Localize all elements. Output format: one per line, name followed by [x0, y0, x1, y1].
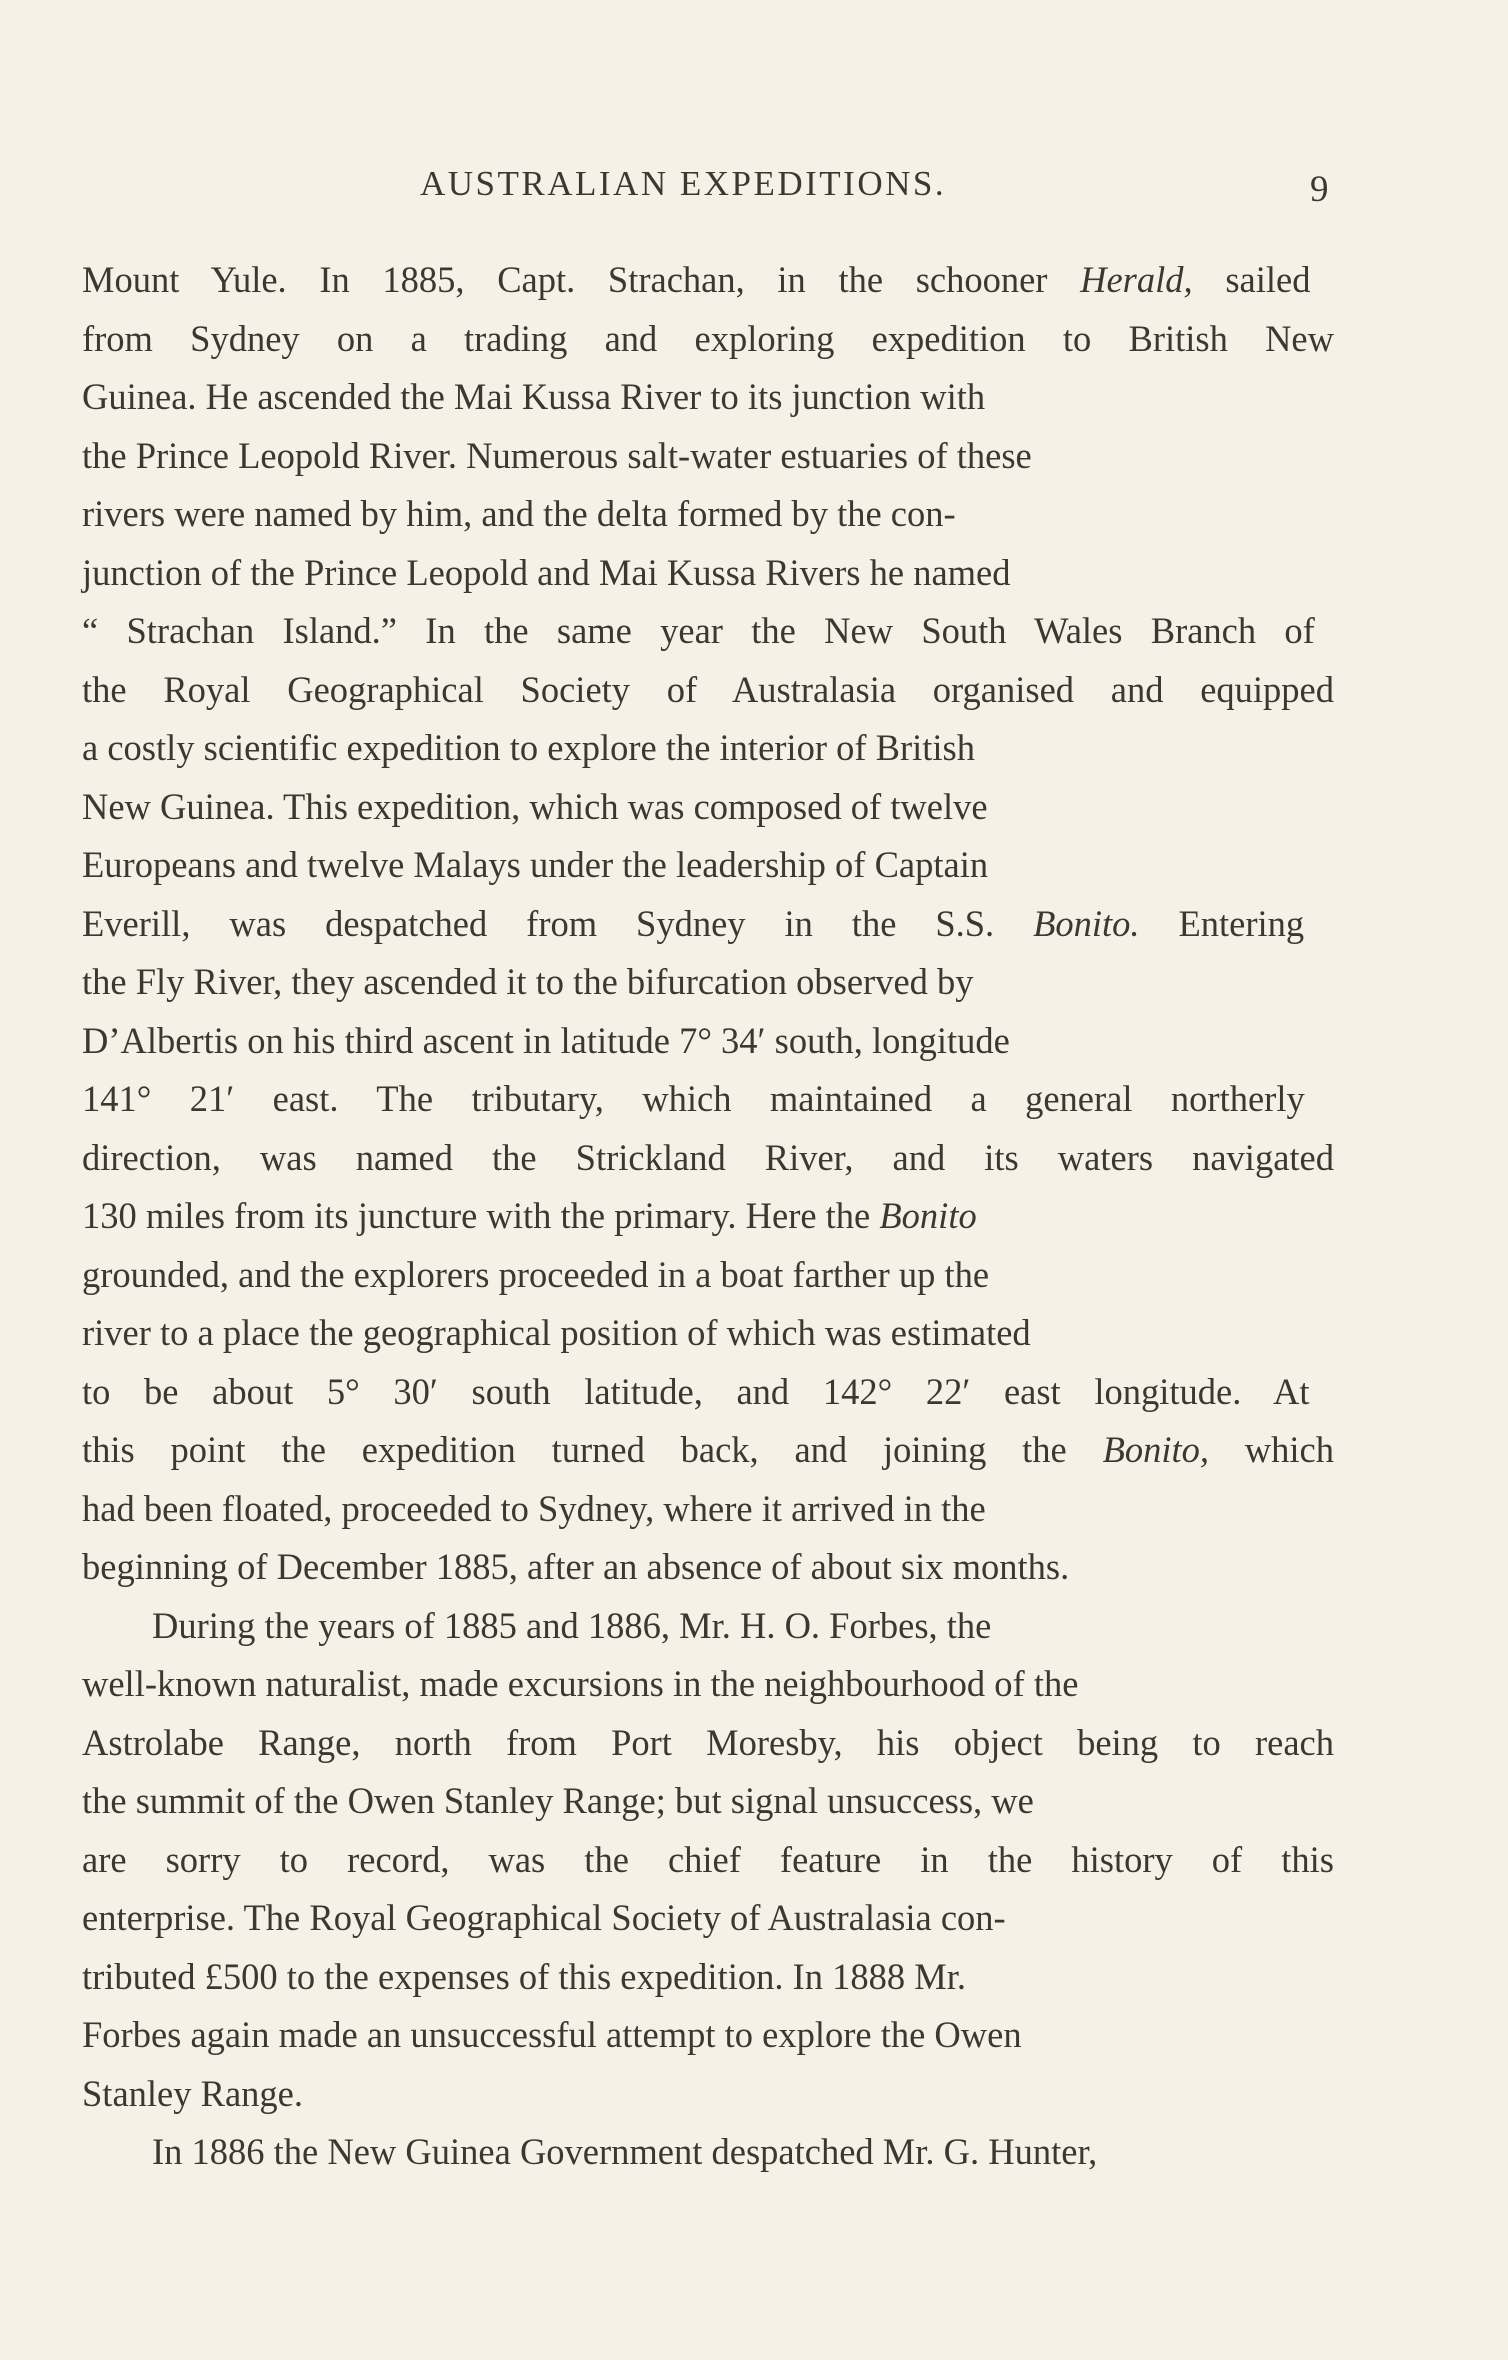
text-line: [82, 1304, 1334, 1363]
text-run: Mount Yule. In 1885, Capt. Strachan, in the schooner: [82, 259, 1081, 300]
text-run: Entering: [1139, 902, 1305, 944]
text-line: [82, 1655, 1334, 1714]
italic-text: Bonito,: [1102, 1429, 1210, 1470]
text-line: [82, 544, 1334, 603]
line-content: [82, 1897, 1006, 1938]
text-run: from Sydney on a trading and exploring expedition to British New: [82, 317, 1334, 359]
line-content: [82, 259, 1310, 300]
text-run: Forbes again made an unsuccessful attempt to explore the Owen: [82, 2014, 1022, 2055]
page-number: 9: [1310, 169, 1329, 210]
text-line: [82, 427, 1334, 486]
text-run: a costly scientific expedition to explore the interior of British: [82, 727, 976, 768]
text-line: [82, 1129, 1334, 1188]
line-content: [82, 961, 974, 1002]
italic-text: Bonito: [879, 1195, 977, 1236]
line-content: [82, 493, 956, 534]
text-run: to be about 5° 30′ south latitude, and 142° 22′ east longitude. At: [82, 1370, 1310, 1412]
line-content: [82, 727, 975, 768]
text-run: the Royal Geographical Society of Australasia organised and equipped: [82, 668, 1334, 710]
line-content: [82, 1956, 966, 1997]
line-content: [82, 1663, 1078, 1704]
text-line: [82, 953, 1334, 1012]
line-content: [82, 1488, 986, 1529]
text-run: the summit of the Owen Stanley Range; but signal unsuccess, we: [82, 1780, 1034, 1821]
text-run: “ Strachan Island.” In the same year the New South Wales Branch of: [82, 610, 1315, 651]
text-line: [82, 2065, 1334, 2124]
text-line: [82, 1597, 1334, 1656]
text-run: New Guinea. This expedition, which was composed of twelve: [82, 785, 988, 827]
text-line: [82, 778, 1334, 837]
line-content: [152, 1605, 991, 1646]
line-content: [82, 2014, 1022, 2055]
text-line: [82, 1889, 1334, 1948]
text-line: [82, 485, 1334, 544]
text-line: [82, 368, 1334, 427]
text-line: [82, 310, 1334, 369]
line-content: [82, 1429, 1334, 1470]
text-run: junction of the Prince Leopold and Mai Kussa Rivers he named: [82, 551, 1011, 593]
line-content: [82, 1371, 1309, 1412]
text-line: [82, 1831, 1334, 1890]
text-run: this point the expedition turned back, and joining the: [82, 1429, 1103, 1470]
paragraph: [82, 1597, 1334, 2124]
line-content: [82, 1546, 1069, 1587]
text-run: enterprise. The Royal Geographical Society of Australasia con-: [82, 1897, 1006, 1938]
text-run: direction, was named the Strickland River, and its waters navigated: [82, 1136, 1334, 1178]
text-run: In 1886 the New Guinea Government despatched Mr. G. Hunter,: [152, 2131, 1098, 2172]
paragraph: [82, 251, 1334, 1597]
text-run: Europeans and twelve Malays under the leadership of Captain: [82, 844, 989, 885]
text-run: river to a place the geographical position of which was estimated: [82, 1312, 1031, 1353]
text-run: the Fly River, they ascended it to the bifurcation observed by: [82, 961, 974, 1002]
italic-text: Herald,: [1080, 259, 1193, 300]
text-run: sailed: [1192, 259, 1311, 300]
line-content: [82, 376, 985, 417]
line-content: [82, 1254, 989, 1295]
text-line: [82, 2006, 1334, 2065]
text-line: [82, 1948, 1334, 2007]
line-content: [82, 669, 1334, 710]
text-run: Astrolabe Range, north from Port Moresby, his object being to reach: [82, 1721, 1334, 1763]
text-run: well-known naturalist, made excursions in the neighbourhood of the: [82, 1663, 1079, 1704]
text-run: 141° 21′ east. The tributary, which maintained a general northerly: [82, 1078, 1305, 1119]
line-content: [82, 610, 1315, 651]
line-content: [82, 903, 1304, 944]
text-run: tributed £500 to the expenses of this expedition. In 1888 Mr.: [82, 1955, 966, 1997]
line-content: [82, 1780, 1034, 1821]
line-content: [82, 1137, 1334, 1178]
text-line: [82, 251, 1334, 310]
text-line: [82, 1714, 1334, 1773]
line-content: [82, 552, 1011, 593]
text-run: had been floated, proceeded to Sydney, where it arrived in the: [82, 1487, 986, 1529]
text-line: [82, 661, 1334, 720]
text-line: [82, 895, 1334, 954]
line-content: [82, 786, 988, 827]
text-run: grounded, and the explorers proceeded in a boat farther up the: [82, 1253, 990, 1295]
text-line: [82, 602, 1334, 661]
line-content: [82, 1195, 977, 1236]
line-content: [152, 2131, 1097, 2172]
line-content: [82, 2073, 303, 2114]
text-run: Guinea. He ascended the Mai Kussa River to its junction with: [82, 376, 986, 417]
running-title: AUSTRALIAN EXPEDITIONS.: [420, 164, 947, 203]
italic-text: Bonito.: [1033, 902, 1140, 944]
line-content: [82, 435, 1032, 476]
text-run: Stanley Range.: [82, 2072, 303, 2114]
text-run: D’Albertis on his third ascent in latitude 7° 34′ south, longitude: [82, 1019, 1010, 1061]
text-line: [82, 2123, 1334, 2182]
line-content: [82, 844, 988, 885]
text-run: 130 miles from its juncture with the primary. Here the: [82, 1195, 880, 1236]
text-line: [82, 836, 1334, 895]
line-content: [82, 1312, 1031, 1353]
text-line: [82, 1480, 1334, 1539]
body-text: [82, 251, 1334, 2182]
text-run: which: [1209, 1429, 1335, 1470]
text-line: [82, 719, 1334, 778]
running-header: [0, 164, 1508, 214]
text-run: beginning of December 1885, after an absence of about six months.: [82, 1546, 1070, 1587]
line-content: [82, 1078, 1305, 1119]
text-run: Everill, was despatched from Sydney in the S.S.: [82, 902, 1034, 944]
text-run: the Prince Leopold River. Numerous salt-water estuaries of these: [82, 434, 1032, 476]
text-line: [82, 1070, 1334, 1129]
text-line: [82, 1187, 1334, 1246]
text-line: [82, 1363, 1334, 1422]
text-line: [82, 1421, 1334, 1480]
text-run: During the years of 1885 and 1886, Mr. H. O. Forbes, the: [152, 1604, 992, 1646]
line-content: [82, 1722, 1334, 1763]
text-line: [82, 1772, 1334, 1831]
line-content: [82, 318, 1334, 359]
line-content: [82, 1020, 1010, 1061]
text-line: [82, 1246, 1334, 1305]
line-content: [82, 1839, 1334, 1880]
paragraph: [82, 2123, 1334, 2182]
text-line: [82, 1012, 1334, 1071]
text-line: [82, 1538, 1334, 1597]
text-run: are sorry to record, was the chief feature in the history of this: [82, 1838, 1334, 1880]
text-run: rivers were named by him, and the delta formed by the con-: [82, 493, 956, 534]
